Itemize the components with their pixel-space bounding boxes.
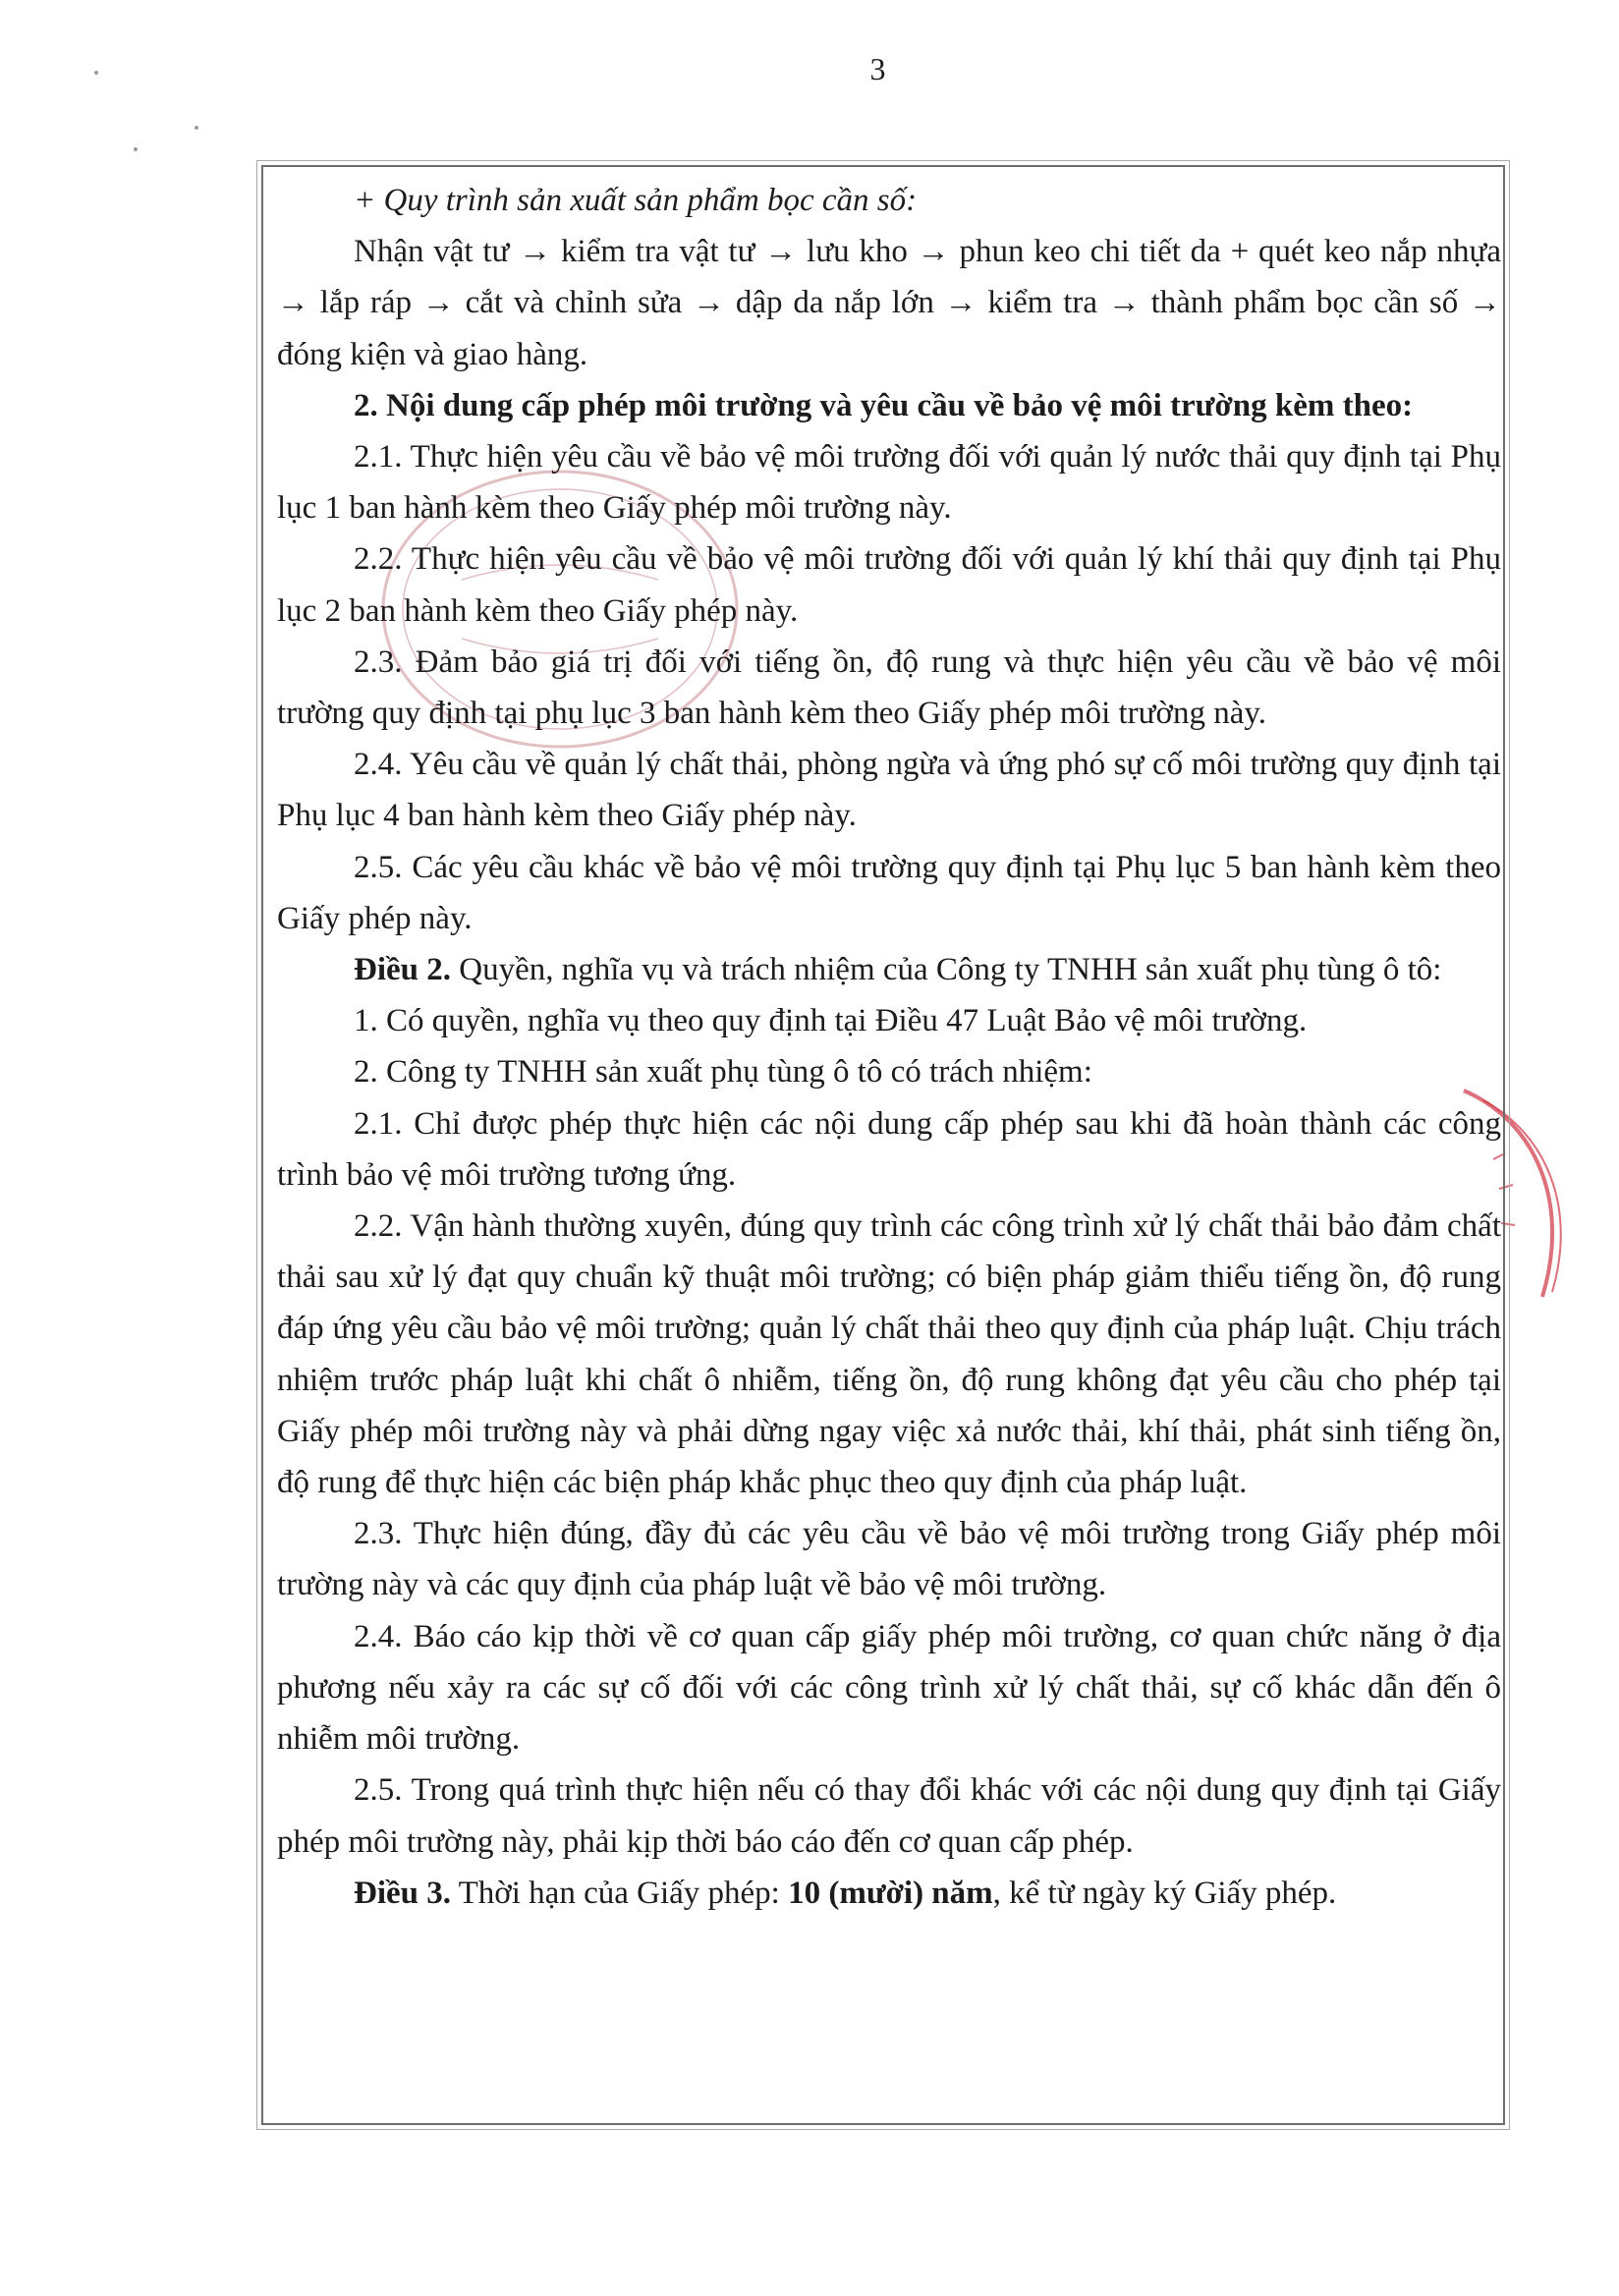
- article-2-text: Quyền, nghĩa vụ và trách nhiệm của Công ty TNHH sản xuất phụ tùng ô tô:: [451, 952, 1442, 988]
- article-3-text-after: , kể từ ngày ký Giấy phép.: [992, 1875, 1337, 1911]
- article-2-item-2-2: 2.2. Vận hành thường xuyên, đúng quy trình các công trình xử lý chất thải bảo đảm chất thải sau xử lý đạt quy chuẩn kỹ thuật môi trường; có biện pháp giảm thiểu tiếng ồn, độ rung đáp ứng yêu cầu bảo vệ môi trường; quản lý chất thải theo quy định của pháp luật. Chịu trách nhiệm trước pháp luật khi chất ô nhiễm, tiếng ồn, độ rung không đạt yêu cầu cho phép tại Giấy phép môi trường này và phải dừng ngay việc xả nước thải, khí thải, phát sinh tiếng ồn, độ rung để thực hiện các biện pháp khắc phục theo quy định của pháp luật.: [277, 1208, 1501, 1501]
- process-steps: Nhận vật tư → kiểm tra vật tư → lưu kho → phun keo chi tiết da + quét keo nắp nhựa → lắp ráp → cắt và chỉnh sửa → dập da nắp lớn → kiểm tra → thành phẩm bọc cần số → đóng kiện và giao hàng.: [277, 234, 1501, 372]
- article-2-item-2-4: 2.4. Báo cáo kịp thời về cơ quan cấp giấy phép môi trường, cơ quan chức năng ở địa phương nếu xảy ra các sự cố đối với các công trình xử lý chất thải, sự cố khác dẫn đến ô nhiễm môi trường.: [277, 1618, 1501, 1758]
- article-2-item-2: 2. Công ty TNHH sản xuất phụ tùng ô tô có trách nhiệm:: [354, 1054, 1092, 1091]
- process-heading: + Quy trình sản xuất sản phẩm bọc cần số:: [354, 183, 918, 218]
- article-2-item-2-5: 2.5. Trong quá trình thực hiện nếu có thay đổi khác với các nội dung quy định tại Giấy phép môi trường này, phải kịp thời báo cáo đến cơ quan cấp phép.: [277, 1772, 1501, 1860]
- article-3-paragraph: [277, 1868, 1503, 1919]
- article-2-item-2-3: 2.3. Thực hiện đúng, đầy đủ các yêu cầu về bảo vệ môi trường trong Giấy phép môi trường này và các quy định của pháp luật về bảo vệ môi trường.: [277, 1516, 1501, 1603]
- article-2-paragraph: [277, 944, 1503, 995]
- article-2-label: Điều 2.: [354, 952, 451, 988]
- page-number: 3: [869, 51, 887, 86]
- item-2-5: 2.5. Các yêu cầu khác về bảo vệ môi trường quy định tại Phụ lục 5 ban hành kèm theo Giấy phép này.: [277, 849, 1501, 936]
- article-3-label: Điều 3.: [354, 1875, 451, 1911]
- item-2-2: 2.2. Thực hiện yêu cầu về bảo vệ môi trường đối với quản lý khí thải quy định tại Phụ lục 2 ban hành kèm theo Giấy phép này.: [277, 541, 1501, 629]
- scan-speck: [195, 126, 198, 130]
- article-3-text-before: Thời hạn của Giấy phép:: [451, 1875, 789, 1911]
- scan-speck: [134, 147, 138, 151]
- article-2-item-1: 1. Có quyền, nghĩa vụ theo quy định tại Điều 47 Luật Bảo vệ môi trường.: [354, 1003, 1308, 1039]
- article-2-item-2-1: 2.1. Chỉ được phép thực hiện các nội dung cấp phép sau khi đã hoàn thành các công trình bảo vệ môi trường tương ứng.: [277, 1105, 1501, 1193]
- item-2-4: 2.4. Yêu cầu về quản lý chất thải, phòng ngừa và ứng phó sự cố môi trường quy định tại Phụ lục 4 ban hành kèm theo Giấy phép này.: [277, 747, 1501, 834]
- document-frame: [261, 165, 1505, 2125]
- section-2-heading: 2. Nội dung cấp phép môi trường và yêu cầu về bảo vệ môi trường kèm theo:: [354, 387, 1414, 423]
- article-3-duration: 10 (mười) năm: [788, 1875, 993, 1911]
- item-2-1: 2.1. Thực hiện yêu cầu về bảo vệ môi trường đối với quản lý nước thải quy định tại Phụ lục 1 ban hành kèm theo Giấy phép môi trường này.: [277, 439, 1501, 527]
- scan-speck: [94, 71, 98, 75]
- item-2-3: 2.3. Đảm bảo giá trị đối với tiếng ồn, độ rung và thực hiện yêu cầu về bảo vệ môi trường quy định tại phụ lục 3 ban hành kèm theo Giấy phép môi trường này.: [277, 644, 1501, 732]
